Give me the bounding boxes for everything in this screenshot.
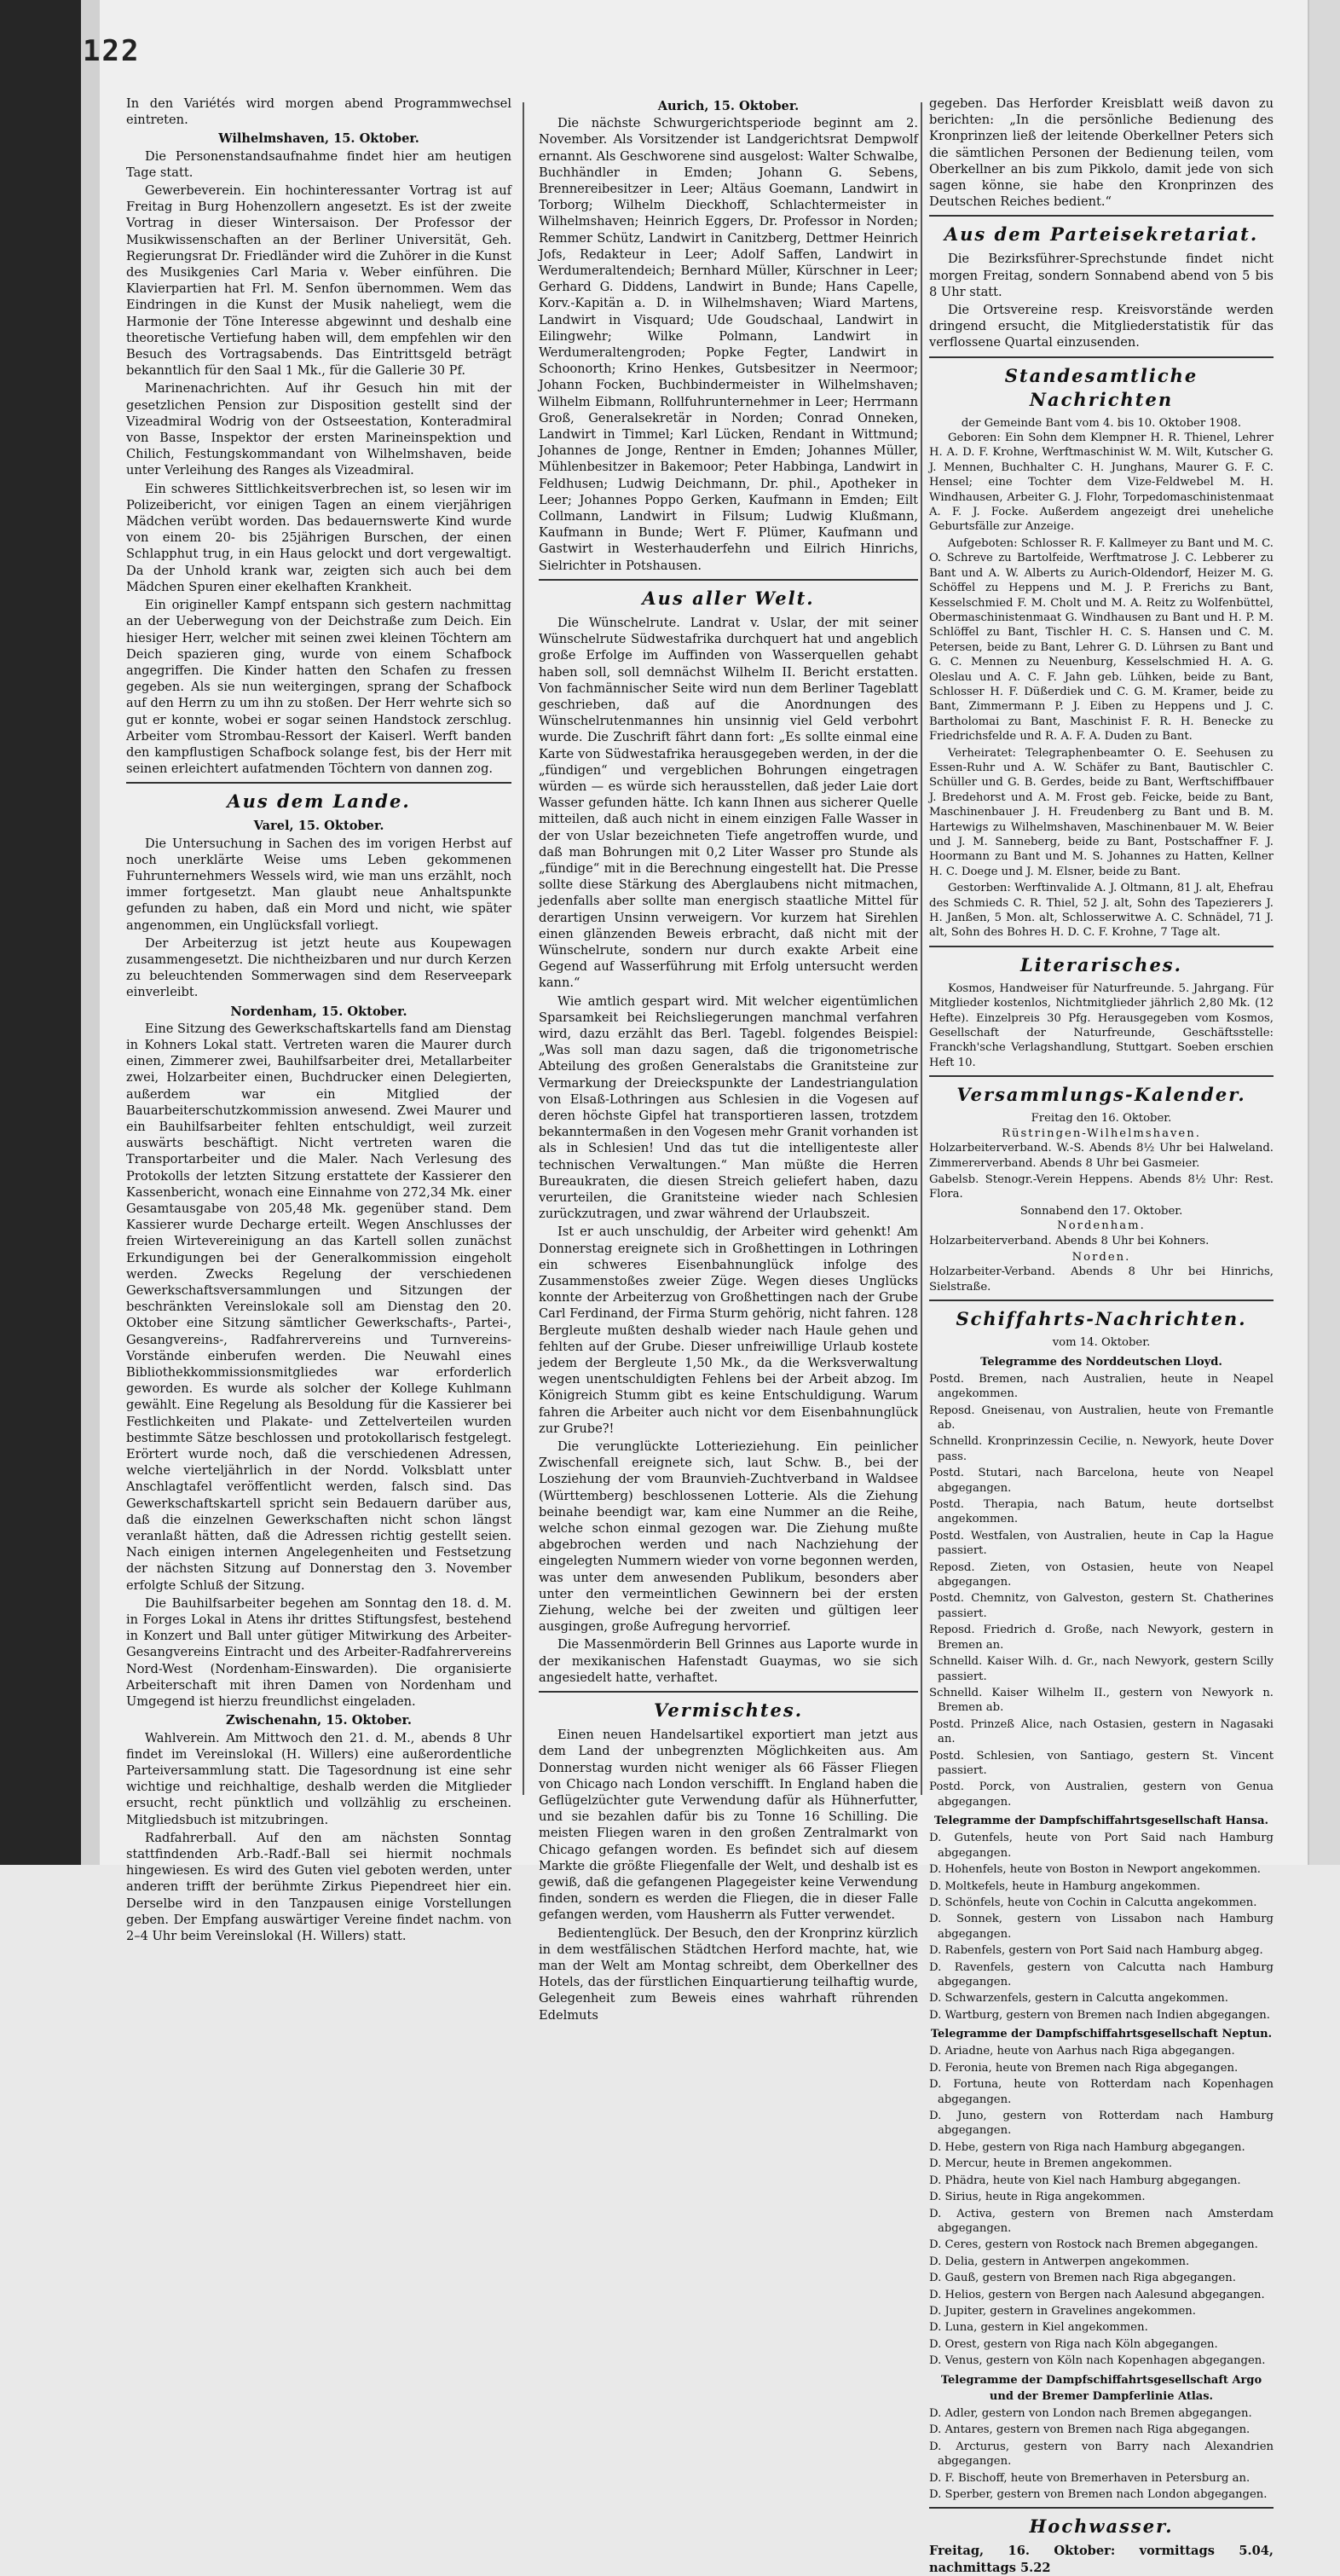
- ship-entry: D. Moltkefels, heute in Hamburg angekommen.: [929, 1879, 1201, 1893]
- ship-entry: D. Fortuna, heute von Rotterdam nach Kopenhagen abgegangen.: [929, 2078, 1274, 2106]
- ship-entry: D. Venus, gestern von Köln nach Kopenhagen abgegangen.: [929, 2354, 1266, 2368]
- calendar-entry-2: Gabelsb. Stenogr.-Verein Heppens. Abends 8½ Uhr: Rest. Flora.: [929, 1172, 1274, 1201]
- calendar-place-3: Norden.: [1071, 1250, 1131, 1264]
- ship-entry: Postd. Porck, von Australien, gestern von Genua abgegangen.: [929, 1780, 1274, 1809]
- standesamt-aufgeboten: Aufgeboten: Schlosser R. F. Kallmeyer zu Bant und M. C. O. Schreve zu Bartolfeide, Werftmatrose J. C. Lebberer zu Bant und A. W. Alberts zu Aurich-Oldendorf, Heizer M. G. Schöffel zu Heppens und M. J. P. Frerichs zu Bant, Kesselschmied F. M. Cholt und M. A. Reitz zu Wolfenbüttel, Obermaschinistenmaat G. Windhausen zu Bant und H. P. M. Schlöffel zu Bant, Tischler H. C. S. Hansen und C. M. Petersen, beide zu Bant, Lehrer G. D. Lührsen zu Bant und G. C. Mennen zu Neuenburg, Kesselschmied H. A. G. Oleslau und A. C. F. Jahn geb. Lühken, beide zu Bant, Schlosser H. F. Düßerdiek und C. G. M. Kramer, beide zu Bant, Zimmermann P. J. Eiben zu Heppens und J. C. Bartholomai zu Bant, Maschinist F. R. H. Benecke zu Friedrichsfelde und R. A. F. A. Duden zu Bant.: [929, 536, 1274, 744]
- article-continuation: gegeben. Das Herforder Kreisblatt weiß davon zu berichten: „In die persönliche Bedienung des Kronprinzen ließ der leitende Oberkellner Peters sich die sämtlichen Personen der Bedienung teilen, vom Oberkellner an bis zum Pikkolo, damit jede von sich sagen könne, sie habe den Kronprinzen des Deutschen Reiches bedient.“: [929, 96, 1274, 210]
- column-1: [126, 96, 511, 1943]
- ship-entry: D. Arcturus, gestern von Barry nach Alexandrien abgegangen.: [929, 2440, 1274, 2469]
- article-amtlich-gespart: Wie amtlich gespart wird. Mit welcher eigentümlichen Sparsamkeit bei Reichsliegerungen manchmal verfahren wird, dazu erzählt das Berl. Tagebl. folgendes Beispiel: „Was soll man dazu sagen, daß die trigonometrische Abteilung des großen Generalstabs die Granitsteine zur Vermarkung der Dreieckspunkte der Landestriangulation von Elsaß-Lothringen aus Schlesien in die Vogesen auf deren höchste Gipfel hat transportieren lassen, trotzdem bekanntermaßen in den Vogesen mehr Granit vorhanden ist als in Schlesien! Und das tut die intelligenteste aller technischen Verwaltungen.“ Man müßte die Herren Bureaukraten, die diesen Streich geliefert haben, dazu verurteilen, die Granitsteine wieder nach Schlesien zurückzutragen, und zwar während der Urlaubszeit.: [539, 993, 918, 1222]
- article-gewerbeverein: Gewerbeverein. Ein hochinteressanter Vortrag ist auf Freitag in Burg Hohenzollern angesetzt. Es ist der zweite Vortrag in dieser Wintersaison. Der Professor der Musikwissenschaften an der Berliner Universität, Geh. Regierungsrat Dr. Friedländer wird die Zuhörer in die Kunst des Musikgenies Carl Maria v. Weber einführen. Die Klavierpartien hat Frl. M. Senfon übernommen. Wem das Eindringen in die Kunst der Musik naheliegt, wem die Harmonie der Töne Interesse abgewinnt und deshalb eine theoretische Vertiefung haben will, dem empfehlen wir den Besuch des Vortragsabends. Das Eintrittsgeld beträgt bekanntlich für den Saal 1 Mk., für die Gallerie 30 Pf.: [126, 183, 511, 379]
- article-lotterieziehung: Die verunglückte Lotterieziehung. Ein peinlicher Zwischenfall ereignete sich, laut Schw. B., bei der Losziehung der vom Braunvieh-Zuchtverband in Waldsee (Württemberg) beschlossenen Lotterie. Als die Ziehung beinahe beendigt war, kam eine Nummer an die Reihe, welche schon einmal gezogen war. Die Ziehung mußte abgebrochen werden und nach Nachziehung der eingelegten Nummern wieder von vorne begonnen werden, was unter dem anwesenden Publikum, besonders aber unter den vermeintlichen Gewinnern bei der ersten Ziehung, welche bei der zweiten und gültigen leer ausgingen, große Aufregung hervorrief.: [539, 1439, 918, 1635]
- article-sittlichkeitsverbrechen: Ein schweres Sittlichkeitsverbrechen ist, so lesen wir im Polizeibericht, vor einigen Tagen an einem vierjährigen Mädchen verübt worden. Das bedauernswerte Kind wurde von einem 20- bis 25jährigen Burschen, der einen Schlapphut trug, in ein Haus gelockt und dort vergewaltigt. Da der Unhold krank war, zeigten sich auch bei dem Mädchen Spuren einer ekelhaften Krankheit.: [126, 481, 511, 594]
- article-arbeiter-gehenkt: Ist er auch unschuldig, der Arbeiter wird gehenkt! Am Donnerstag ereignete sich in Großhettingen in Lothringen ein schweres Eisenbahnunglück infolge des Zusammenstoßes zweier Züge. Wegen dieses Unglücks konnte der Arbeiterzug von Großhettingen nach der Grube Carl Ferdinand, der Firma Sturm gehörig, nicht fahren. 128 Bergleute mußten deshalb wieder nach Haule gehen und fehlten auf der Grube. Dieser unfreiwillige Urlaub kostete jedem der Bergleute 1,50 Mk., da die Werksverwaltung wegen unentschuldigten Fehlens bei der Arbeit abzog. Im Königreich Stumm gibt es keine Entschuldigung. Warum fahren die Arbeiter auch nicht vor dem Eisenbahnunglück zur Grube?!: [539, 1224, 918, 1436]
- ship-entry: Reposd. Friedrich d. Große, nach Newyork, gestern in Bremen an.: [929, 1624, 1274, 1652]
- telegram-heading-lloyd: Telegramme des Norddeutschen Lloyd.: [980, 1355, 1222, 1369]
- ship-entry: D. Ariadne, heute von Aarhus nach Riga abgegangen.: [929, 2045, 1235, 2058]
- article-sprechstunde: Die Bezirksführer-Sprechstunde findet nicht morgen Freitag, sondern Sonnabend abend von 5 bis 8 Uhr statt.: [929, 252, 1274, 299]
- telegram-heading-neptun: Telegramme der Dampfschiffahrtsgesellschaft Neptun.: [930, 2028, 1273, 2041]
- dateline-wilhelmshaven: Wilhelmshaven, 15. Oktober.: [218, 131, 419, 147]
- ship-entry: D. Sonnek, gestern von Lissabon nach Hamburg abgegangen.: [929, 1913, 1274, 1941]
- ship-entry: D. Rabenfels, gestern von Port Said nach Hamburg abgeg.: [929, 1944, 1263, 1958]
- ship-entry: D. Wartburg, gestern von Bremen nach Indien abgegangen.: [929, 2008, 1270, 2022]
- dateline-varel: Varel, 15. Oktober.: [253, 819, 384, 834]
- column-rule-1: [523, 102, 524, 1795]
- section-heading-hochwasser: Hochwasser.: [1029, 2515, 1174, 2538]
- calendar-entry-1: Holzarbeiterverband. W.-S. Abends 8½ Uhr bei Halweland. Zimmererverband. Abends 8 Uhr bei Gasmeier.: [929, 1142, 1274, 1170]
- ship-entry: D. Gutenfels, heute von Port Said nach Hamburg abgegangen.: [929, 1832, 1274, 1860]
- section-heading-literarisches: Literarisches.: [1020, 953, 1182, 975]
- section-heading-aus-dem-lande: Aus dem Lande.: [227, 790, 411, 813]
- section-heading-parteisekretariat: Aus dem Parteisekretariat.: [944, 223, 1259, 246]
- ship-entry: D. Mercur, heute in Bremen angekommen.: [929, 2157, 1173, 2171]
- ship-entry: D. Phädra, heute von Kiel nach Hamburg abgegangen.: [929, 2174, 1241, 2187]
- article-marinenachrichten: Marinenachrichten. Auf ihr Gesuch hin mit der gesetzlichen Pension zur Disposition gestellt sind der Vizeadmiral Wodrig von der Ostseestation, Konteradmiral von Basse, Inspektor der ersten Marineinspektion und Chilich, Festungskommandant von Wilhelmshaven, beide unter Verleihung des Ranges als Vizeadmiral.: [126, 381, 511, 478]
- divider: [929, 946, 1274, 947]
- calendar-entry-3: Holzarbeiterverband. Abends 8 Uhr bei Kohners.: [929, 1234, 1210, 1247]
- standesamt-verheiratet: Verheiratet: Telegraphenbeamter O. E. Seehusen zu Essen-Ruhr und A. W. Schäfer zu Bant, Bautischler C. Schüller und G. B. Gerdes, beide zu Bant, Werftschiffbauer J. Bredehorst und A. M. Frost geb. Feicke, beide zu Bant, Maschinenbauer J. H. Freudenberg zu Bant und B. M. Hartewigs zu Wilhelmshaven, Maschinenbauer M. W. Beier und J. M. Sanneberg, beide zu Bant, Postschaffner F. J. Hoormann zu Bant und M. S. Johannes zu Hatten, Kellner H. C. Doege und J. M. Elsner, beide zu Bant.: [929, 746, 1274, 878]
- section-heading-vermischtes: Vermischtes.: [653, 1699, 804, 1722]
- ship-entry: D. Luna, gestern in Kiel angekommen.: [929, 2321, 1148, 2335]
- divider: [539, 1691, 918, 1693]
- calendar-date-1: Freitag den 16. Oktober.: [1031, 1112, 1172, 1126]
- dateline-nordenham: Nordenham, 15. Oktober.: [230, 1004, 407, 1019]
- ship-entry: D. Hohenfels, heute von Boston in Newport angekommen.: [929, 1863, 1261, 1877]
- ship-entry: D. Ravenfels, gestern von Calcutta nach Hamburg abgegangen.: [929, 1960, 1274, 1989]
- standesamt-geboren: Geboren: Ein Sohn dem Klempner H. R. Thienel, Lehrer H. A. D. F. Krohne, Werftmaschinist W. M. Wilt, Kutscher G. J. Mennen, Buchhalter C. H. Junghans, Maurer G. F. C. Hensel; eine Tochter dem Vize-Feldwebel M. H. Windhausen, Arbeiter G. J. Flohr, Torpedomaschinistenmaat A. F. J. Focke. Außerdem angezeigt drei uneheliche Geburtsfälle zur Anzeige.: [929, 431, 1274, 534]
- ship-entry: Postd. Bremen, nach Australien, heute in Neapel angekommen.: [929, 1372, 1274, 1401]
- ship-entry: Reposd. Zieten, von Ostasien, heute von Neapel abgegangen.: [929, 1560, 1274, 1589]
- ship-entry: D. Gauß, gestern von Bremen nach Riga abgegangen.: [929, 2272, 1236, 2285]
- page-edge: [1308, 0, 1340, 1865]
- section-heading-standesamt: Standesamtliche Nachrichten: [1004, 364, 1198, 410]
- article-massenmoerderin: Die Massenmörderin Bell Grinnes aus Laporte wurde in der mexikanischen Hafenstadt Guaymas, wo sie sich angesiedelt hatte, verhaftet.: [539, 1637, 918, 1685]
- schiffahrt-subtitle: vom 14. Oktober.: [1052, 1336, 1151, 1350]
- ship-entry: D. Orest, gestern von Riga nach Köln abgegangen.: [929, 2337, 1218, 2351]
- ship-list-lloyd: [929, 1372, 1274, 1809]
- standesamt-subtitle: der Gemeinde Bant vom 4. bis 10. Oktober 1908.: [961, 416, 1242, 430]
- ship-list-hansa: [929, 1831, 1274, 2023]
- ship-entry: D. F. Bischoff, heute von Bremerhaven in Petersburg an.: [929, 2471, 1250, 2485]
- article-arbeiterzug: Der Arbeiterzug ist jetzt heute aus Koupewagen zusammengesetzt. Die nichtheizbaren und nur durch Kerzen zu beleuchtenden Sommerwagen sind dem Reserveepark einverleibt.: [126, 935, 511, 1000]
- article-wahlverein: Wahlverein. Am Mittwoch den 21. d. M., abends 8 Uhr findet im Vereinslokal (H. Willers) eine außerordentliche Parteiversammlung statt. Die Tagesordnung ist eine sehr wichtige und reichhaltige, deshalb werden die Mitglieder ersucht, recht pünktlich und vollzählig zu erscheinen. Mitgliedsbuch ist mitzubringen.: [126, 1730, 511, 1827]
- divider: [929, 215, 1274, 217]
- article-wuenschelrute: Die Wünschelrute. Landrat v. Uslar, der mit seiner Wünschelrute Südwestafrika durchquert hat und angeblich große Erfolge im Auffinden von Wasserquellen gehabt haben soll, soll demnächst Wilhelm II. Bericht erstatten. Von fachmännischer Seite wird nun dem Berliner Tageblatt geschrieben, daß auf die Anordnungen des Wünschelrutenmannes hin unsinnig viel Geld verbohrt wurde. Die Zuschrift fährt dann fort: „Es sollte einmal eine Karte von Südwestafrika herausgegeben werden, in der die „fündigen“ und vergeblichen Bohrungen eingetragen würden — es würde sich herausstellen, daß jeder Laie dort Wasser gefunden hätte. Ich kann Ihnen aus sicherer Quelle mitteilen, daß auch nicht in einem einzigen Falle Wasser in der von Uslar bezeichneten Tiefe angetroffen wurde, und daß man Bohrungen mit 0,2 Liter Wasser pro Stunde als „fündige“ mit in die Berechnung eingestellt hat. Die Presse sollte diese Stärkung des Aberglaubens nicht mitmachen, jedenfalls aber sollte man energisch staatliche Mittel für derartigen Unsinn verweigern. Vor kurzem hat Sirehlen einen glänzenden Beweis erbracht, daß nicht mit der Wünschelrute, sondern nur durch exakte Arbeit eine Gegend auf Wasserführung mit Erfolg untersucht werden kann.“: [539, 615, 918, 991]
- ship-entry: Postd. Stutari, nach Barcelona, heute von Neapel abgegangen.: [929, 1467, 1274, 1495]
- article-varietes: In den Variétés wird morgen abend Programmwechsel eintreten.: [126, 96, 511, 128]
- ship-list-argo: [929, 2406, 1274, 2502]
- ship-entry: Postd. Therapia, nach Batum, heute dortselbst angekommen.: [929, 1498, 1274, 1526]
- book-spine: [81, 0, 100, 1865]
- divider: [539, 579, 918, 581]
- ship-entry: Schnelld. Kronprinzessin Cecilie, n. Newyork, heute Dover pass.: [929, 1435, 1274, 1463]
- calendar-place-2: Nordenham.: [1057, 1219, 1146, 1233]
- section-heading-versammlungskalender: Versammlungs-Kalender.: [956, 1084, 1246, 1106]
- article-origineller-kampf: Ein origineller Kampf entspann sich gestern nachmittag an der Ueberwegung von der Deichstraße zum Deich. Ein hiesiger Herr, welcher mit seinen zwei kleinen Töchtern am Deich spazieren ging, wurde von einem Schafbock angegriffen. Die Kinder hatten den Schafen zu fressen gegeben. Als sie nun weitergingen, sprang der Schafbock auf den Herrn zu um ihn zu stoßen. Der Herr wehrte sich so gut er konnte, wobei er sogar seinen Handstock zerschlug. Arbeiter vom Strombau-Ressort der Kaiserl. Werft banden den kampflustigen Schafbock solange fest, bis der Herr mit seinen erleichtert aufatmenden Töchtern von dannen zog.: [126, 598, 511, 777]
- ship-list-neptun: [929, 2044, 1274, 2368]
- ship-entry: D. Juno, gestern von Rotterdam nach Hamburg abgegangen.: [929, 2110, 1274, 2138]
- calendar-place-1: Rüstringen-Wilhelmshaven.: [1002, 1126, 1201, 1140]
- article-bedientengleuck: Bedientenglück. Der Besuch, den der Kronprinz kürzlich in dem westfälischen Städtchen Herford machte, hat, wie man der Welt am Montag schreibt, dem Oberkellner des Hotels, das der fürstlichen Einquartierung teilhaftig wurde, Gelegenheit zum Beweis eines wahrhaft rührenden Edelmuts: [539, 1925, 918, 2023]
- divider: [929, 1300, 1274, 1301]
- divider: [126, 782, 511, 784]
- telegram-heading-hansa: Telegramme der Dampfschiffahrtsgesellschaft Hansa.: [933, 1815, 1269, 1828]
- ship-entry: D. Helios, gestern von Bergen nach Aalesund abgegangen.: [929, 2288, 1265, 2301]
- ship-entry: D. Antares, gestern von Bremen nach Riga abgegangen.: [929, 2423, 1250, 2437]
- ship-entry: D. Ceres, gestern von Rostock nach Bremen abgegangen.: [929, 2238, 1258, 2252]
- column-2: [539, 96, 918, 2023]
- article-ortsvereine: Die Ortsvereine resp. Kreisvorstände werden dringend ersucht, die Mitgliederstatistik für das verflossene Quartal einzusenden.: [929, 303, 1274, 350]
- telegram-heading-argo: Telegramme der Dampfschiffahrtsgesellschaft Argo und der Bremer Dampferlinie Atlas.: [940, 2373, 1262, 2403]
- article-radfahrerball: Radfahrerball. Auf den am nächsten Sonntag stattfindenden Arb.-Radf.-Ball sei hiermit nochmals hingewiesen. Es wird des Guten viel geboten werden, unter anderen trifft der berühmte Zirkus Piependreet hier ein. Derselbe wird in den Tanzpausen einige Vorstellungen geben. Der Empfang auswärtiger Vereine findet nachm. von 2–4 Uhr beim Vereinslokal (H. Willers) statt.: [126, 1830, 511, 1943]
- hochwasser-times: Freitag, 16. Oktober: vormittags 5.04, nachmittags 5.22: [929, 2544, 1274, 2575]
- page-number: 122: [83, 34, 141, 68]
- ship-entry: D. Sperber, gestern von Bremen nach London abgegangen.: [929, 2488, 1268, 2501]
- ship-entry: D. Schwarzenfels, gestern in Calcutta angekommen.: [929, 1992, 1228, 2006]
- dateline-aurich: Aurich, 15. Oktober.: [657, 99, 800, 113]
- article-schwurgericht: Die nächste Schwurgerichtsperiode beginnt am 2. November. Als Vorsitzender ist Landgerichtsrat Dempwolf ernannt. Als Geschworene sind ausgelost: Walter Schwalbe, Buchhändler in Emden; Johann G. Sebens, Brennereibesitzer in Leer; Altäus Goemann, Landwirt in Torborg; Wilhelm Dieckhoff, Schlachtermeister in Wilhelmshaven; Heinrich Eggers, Dr. Professor in Norden; Remmer Schütz, Landwirt in Canitzberg, Dettmer Heinrich Jofs, Redakteur in Leer; Adolf Saffen, Landwirt in Werdumeraltendeich; Bernhard Müller, Kürschner in Leer; Gerhard G. Diddens, Landwirt in Bunde; Hans Capelle, Korv.-Kapitän a. D. in Wilhelmshaven; Wiard Martens, Landwirt in Visquard; Ude Goudschaal, Landwirt in Eilingwehr; Wilke Polmann, Landwirt in Werdumeraltengroden; Popke Fegter, Landwirt in Schoonorth; Krino Henkes, Gutsbesitzer in Neermoor; Johann Focken, Buchbindermeister in Wilhelmshaven; Wilhelm Eibmann, Rollfuhrunternehmer in Leer; Herrmann Groß, Generalsekretär in Norden; Conrad Onneken, Landwirt in Timmel; Karl Lücken, Rendant in Wittmund; Johannes de Jonge, Rentner in Emden; Johannes Müller, Mühlenbesitzer in Bakemoor; Peter Habbinga, Landwirt in Feldhusen; Ludwig Deichmann, Dr. phil., Apotheker in Leer; Johannes Poppo Gerken, Kaufmann in Emden; Eilt Collmann, Landwirt in Filsum; Ludwig Klußmann, Kaufmann in Bunde; Wert F. Plümer, Kaufmann und Gastwirt in Westerhauderfehn und Eilrich Hinrichs, Sielrichter in Potshausen.: [539, 116, 918, 573]
- book-binding: [0, 0, 81, 1865]
- ship-entry: D. Feronia, heute von Bremen nach Riga abgegangen.: [929, 2061, 1239, 2075]
- ship-entry: D. Jupiter, gestern in Gravelines angekommen.: [929, 2304, 1196, 2318]
- article-bauhilfsarbeiter: Die Bauhilfsarbeiter begehen am Sonntag den 18. d. M. in Forges Lokal in Atens ihr drittes Stiftungsfest, bestehend in Konzert und Ball unter gütiger Mitwirkung des Arbeiter-Gesangvereins Eintracht und des Arbeiter-Radfahrervereins Nord-West (Nordenham-Einswarden). Die organisierte Arbeiterschaft mit ihren Damen von Nordenham und Umgegend ist hierzu freundlichst eingeladen.: [126, 1595, 511, 1710]
- ship-entry: D. Adler, gestern von London nach Bremen abgegangen.: [929, 2406, 1252, 2420]
- ship-entry: Schnelld. Kaiser Wilh. d. Gr., nach Newyork, gestern Scilly passiert.: [929, 1655, 1274, 1683]
- calendar-entry-4: Holzarbeiter-Verband. Abends 8 Uhr bei Hinrichs, Sielstraße.: [929, 1265, 1274, 1294]
- calendar-date-2: Sonnabend den 17. Oktober.: [1019, 1204, 1183, 1218]
- ship-entry: Postd. Chemnitz, von Galveston, gestern St. Chatherines passiert.: [929, 1592, 1274, 1620]
- ship-entry: D. Hebe, gestern von Riga nach Hamburg abgegangen.: [929, 2140, 1245, 2154]
- dateline-zwischenahn: Zwischenahn, 15. Oktober.: [226, 1713, 412, 1728]
- ship-entry: Postd. Prinzeß Alice, nach Ostasien, gestern in Nagasaki an.: [929, 1717, 1274, 1746]
- article-gewerkschaftskartell: Eine Sitzung des Gewerkschaftskartells fand am Dienstag in Kohners Lokal statt. Vertreten waren die Maurer durch einen, Zimmerer zwei, Bauhilfsarbeiter drei, Metallarbeiter zwei, Holzarbeiter einen, Buchdrucker einen Delegierten, außerdem war ein Mitglied der Bauarbeiterschutzkommission anwesend. Zwei Maurer und ein Bauhilfsarbeiter fehlten entschuldigt, weil zurzeit auswärts beschäftigt. Nicht vertreten waren die Transportarbeiter und die Maler. Nach Verlesung des Protokolls der letzten Sitzung erstattete der Kassierer den Kassenbericht, wonach eine Einnahme von 272,34 Mk. einer Gesamtausgabe von 205,48 Mk. gegenüber stand. Dem Kassierer wurde Decharge erteilt. Wegen Anschlusses der freien Wirtevereinigung an das Kartell sollen zunächst Erkundigungen bei der Generalkommission eingeholt werden. Zwecks Regelung der verschiedenen Gewerkschaftsversammlungen und Sitzungen der beschränkten Vereinslokale soll am Dienstag den 20. Oktober eine Sitzung sämtlicher Gewerkschafts-, Partei-, Gesangvereins-, Radfahrervereins und Turnvereins-Vorstände einberufen werden. Die Neuwahl eines Bibliothekkommissionsmitgliedes war erforderlich geworden. Es wurde als solcher der Kollege Kuhlmann gewählt. Eine Regelung als Besoldung für die Kassierer bei Festlichkeiten und Plakate- und Zettelverteilen wurden bestimmte Sätze beschlossen und protokollarisch festgelegt. Erörtert wurde noch, daß die verschiedenen Adressen, welche vierteljährlich in der Nordd. Volksblatt unter Anschlagtafel veröffentlicht werden, falsch sind. Das Gewerkschaftskartell spricht sein Bedauern darüber aus, daß die einzelnen Gewerkschaften nicht schon längst veranlaßt hätten, daß die Adressen richtig gestellt seien. Nach einigen internen Angelegenheiten und Festsetzung der nächsten Sitzung auf Donnerstag den 3. November erfolgte Schluß der Sitzung.: [126, 1021, 511, 1593]
- ship-entry: Reposd. Gneisenau, von Australien, heute von Fremantle ab.: [929, 1404, 1274, 1432]
- divider: [929, 356, 1274, 358]
- divider: [929, 1075, 1274, 1077]
- section-heading-schiffahrt: Schiffahrts-Nachrichten.: [956, 1308, 1247, 1330]
- ship-entry: Postd. Schlesien, von Santiago, gestern St. Vincent passiert.: [929, 1749, 1274, 1777]
- ship-entry: D. Delia, gestern in Antwerpen angekommen.: [929, 2255, 1190, 2268]
- divider: [929, 2507, 1274, 2509]
- ship-entry: Schnelld. Kaiser Wilhelm II., gestern von Newyork n. Bremen ab.: [929, 1686, 1274, 1715]
- article-personenstand: Die Personenstandsaufnahme findet hier am heutigen Tage statt.: [126, 148, 511, 180]
- ship-entry: Postd. Westfalen, von Australien, heute in Cap la Hague passiert.: [929, 1529, 1274, 1558]
- article-handelsartikel: Einen neuen Handelsartikel exportiert man jetzt aus dem Land der unbegrenzten Möglichkeiten aus. Am Donnerstag wurden nicht weniger als 66 Fässer Fliegen von Chicago nach London verschifft. In England haben die Geflügelzüchter gute Verwendung dafür als Hühnerfutter, und sie bezahlen dafür bis zu Tonne 16 Schilling. Die meisten Fliegen waren in den großen Zentralmarkt von Chicago gefangen worden. Es befindet sich auf diesem Markte die größte Fliegenfalle der Welt, und deshalb ist es gewiß, daß die gefangenen Plagegeister keine Verwendung finden, sondern es werden die Fliegen, die in dieser Falle gefangen werden, vom Hausherrn als Futter verwendet.: [539, 1728, 918, 1923]
- ship-entry: D. Activa, gestern von Bremen nach Amsterdam abgegangen.: [929, 2207, 1274, 2235]
- column-3: [929, 96, 1274, 2575]
- ship-entry: D. Sirius, heute in Riga angekommen.: [929, 2191, 1146, 2204]
- column-rule-2: [921, 102, 922, 1795]
- ship-entry: D. Schönfels, heute von Cochin in Calcutta angekommen.: [929, 1896, 1257, 1909]
- article-untersuchung: Die Untersuchung in Sachen des im vorigen Herbst auf noch unerklärte Weise ums Leben gekommenen Fuhrunternehmers Wessels wird, wie man uns erzählt, noch immer fortgesetzt. Man glaubt neue Anhaltspunkte gefunden zu haben, daß ein Mord und nicht, wie später angenommen, ein Unglücksfall vorliegt.: [126, 836, 511, 933]
- section-heading-aus-aller-welt: Aus aller Welt.: [642, 587, 815, 609]
- standesamt-gestorben: Gestorben: Werftinvalide A. J. Oltmann, 81 J. alt, Ehefrau des Schmieds C. R. Thiel, 52 J. alt, Sohn des Tapezierers J. H. Janßen, 5 Mon. alt, Schlosserwitwe A. C. Schnädel, 71 J. alt, Sohn des Bohres H. D. C. F. Krohne, 7 Tage alt.: [929, 882, 1274, 940]
- article-kosmos: Kosmos, Handweiser für Naturfreunde. 5. Jahrgang. Für Mitglieder kostenlos, Nichtmitglieder jährlich 2,80 Mk. (12 Hefte). Einzelpreis 30 Pfg. Herausgegeben vom Kosmos, Gesellschaft der Naturfreunde, Geschäftsstelle: Franckh'sche Verlagshandlung, Stuttgart. Soeben erschien Heft 10.: [929, 981, 1274, 1069]
